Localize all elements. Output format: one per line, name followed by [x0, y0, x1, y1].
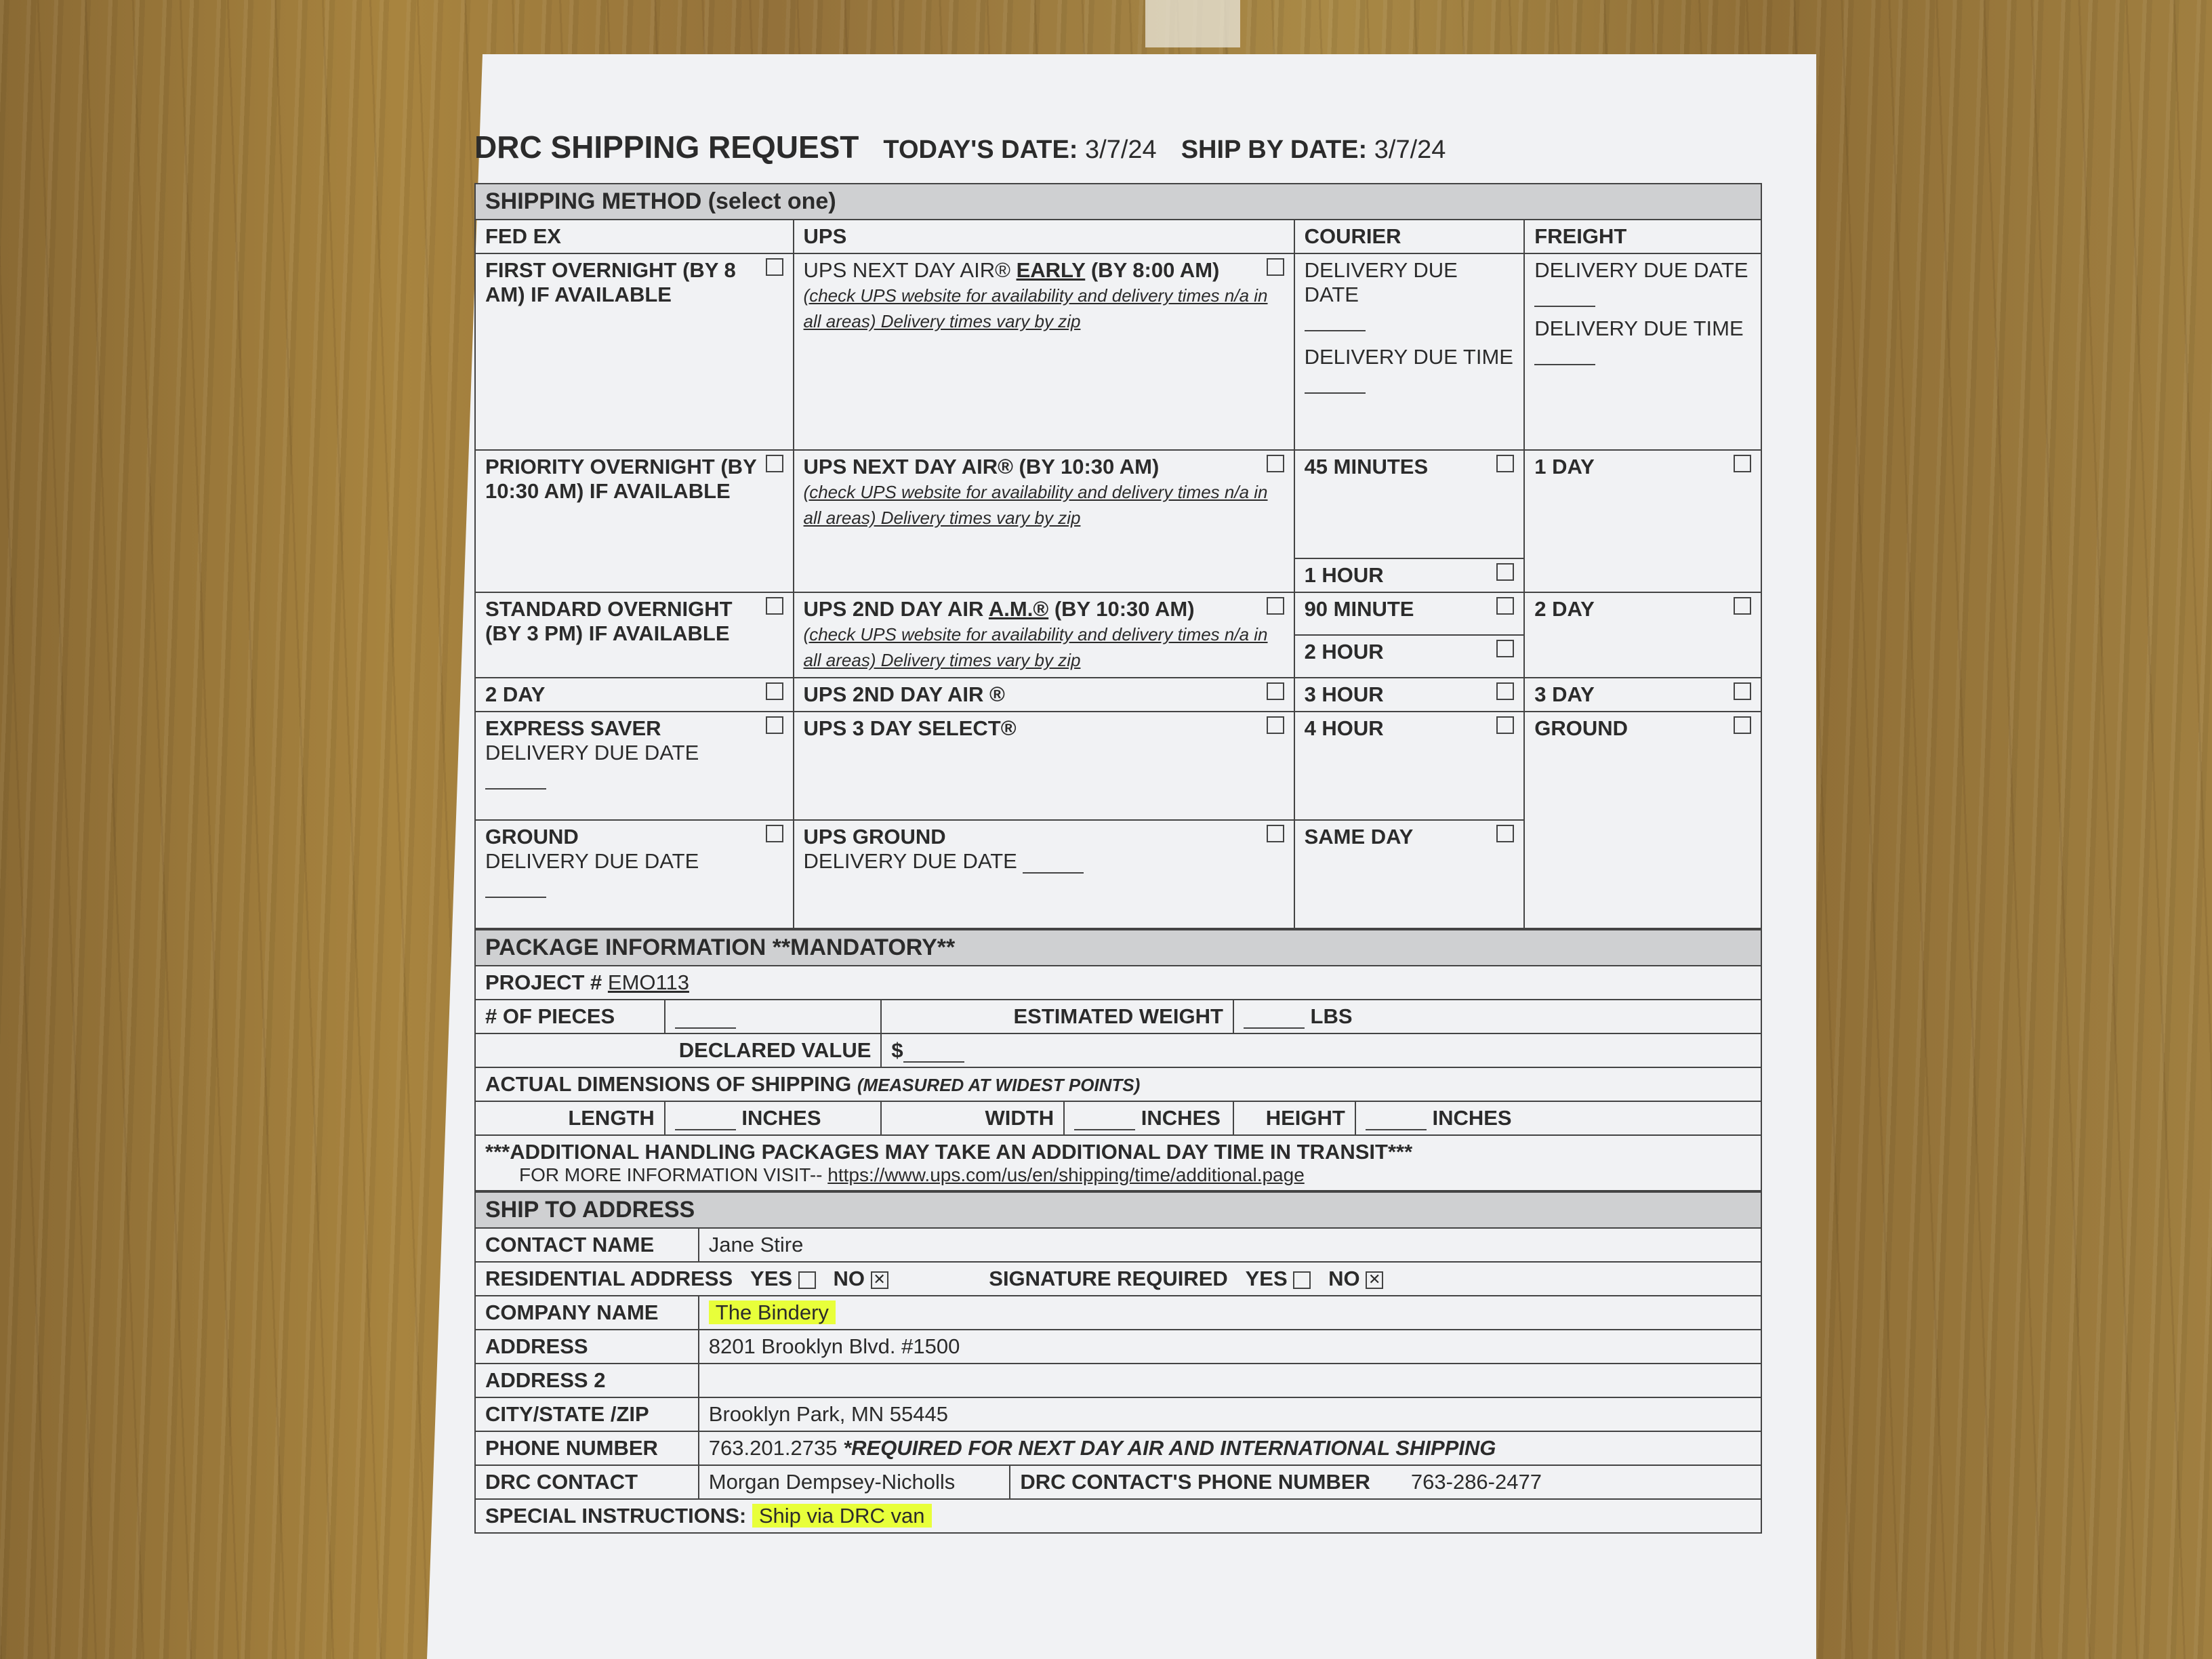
blank-line[interactable] — [1305, 375, 1366, 394]
fedex-standard-overnight: STANDARD OVERNIGHT (BY 3 PM) IF AVAILABLE — [475, 592, 794, 678]
blank-line[interactable] — [675, 1010, 736, 1029]
width-value: INCHES — [1064, 1101, 1233, 1135]
signature-yes-checkbox[interactable] — [1293, 1271, 1311, 1289]
special-instructions-row: SPECIAL INSTRUCTIONS: Ship via DRC van — [475, 1499, 1761, 1533]
checkbox[interactable] — [1267, 455, 1284, 472]
checkbox[interactable] — [1734, 682, 1751, 700]
height-value: INCHES — [1355, 1101, 1761, 1135]
ups-3-day-select: UPS 3 DAY SELECT® — [794, 712, 1294, 820]
width-label: WIDTH — [881, 1101, 1064, 1135]
checkbox[interactable] — [1267, 682, 1284, 700]
checkbox[interactable] — [1496, 682, 1514, 700]
todays-date-label: TODAY'S DATE: — [883, 136, 1078, 164]
freight-due: DELIVERY DUE DATE DELIVERY DUE TIME — [1524, 253, 1761, 450]
shipping-method-table — [474, 183, 1762, 929]
signature-no-checkbox[interactable]: ✕ — [1366, 1271, 1383, 1289]
residential-yes-checkbox[interactable] — [798, 1271, 816, 1289]
courier-2-hour: 2 HOUR — [1294, 635, 1525, 678]
checkbox[interactable] — [766, 597, 783, 615]
company-label: COMPANY NAME — [475, 1296, 699, 1330]
form-title: DRC SHIPPING REQUEST — [474, 129, 859, 165]
header-ups: UPS — [794, 220, 1294, 253]
courier-4-hour: 4 HOUR — [1294, 712, 1525, 820]
courier-3-hour: 3 HOUR — [1294, 678, 1525, 712]
weight-value: LBS — [1233, 1000, 1761, 1033]
residential-no-checkbox[interactable]: ✕ — [871, 1271, 888, 1289]
blank-line[interactable] — [1534, 346, 1595, 365]
checkbox[interactable] — [1496, 563, 1514, 581]
drc-phone-label: DRC CONTACT'S PHONE NUMBER — [1020, 1470, 1370, 1494]
header-courier: COURIER — [1294, 220, 1525, 253]
blank-line[interactable] — [485, 771, 546, 790]
contact-label: CONTACT NAME — [475, 1228, 699, 1262]
checkbox[interactable] — [766, 682, 783, 700]
blank-line[interactable] — [485, 879, 546, 898]
header-fedex: FED EX — [475, 220, 794, 253]
ups-2nd-day-am: UPS 2ND DAY AIR A.M.® (BY 10:30 AM) (check UPS website for availability and delivery times n/a in all areas) Delivery times vary by zip — [794, 592, 1294, 678]
drc-phone-value[interactable]: 763-286-2477 — [1410, 1470, 1542, 1494]
phone-label: PHONE NUMBER — [475, 1431, 699, 1465]
checkbox[interactable] — [1734, 597, 1751, 615]
blank-line[interactable] — [903, 1044, 964, 1063]
form-header — [474, 129, 1762, 183]
courier-90-minute: 90 MINUTE — [1294, 592, 1525, 635]
city-value[interactable]: Brooklyn Park, MN 55445 — [699, 1397, 1761, 1431]
checkbox[interactable] — [1496, 716, 1514, 734]
ship-by-date[interactable]: 3/7/24 — [1374, 136, 1446, 164]
blank-line[interactable] — [1305, 312, 1366, 331]
checkbox[interactable] — [766, 716, 783, 734]
company-name[interactable]: The Bindery — [709, 1300, 836, 1324]
checkbox[interactable] — [1267, 716, 1284, 734]
special-instructions[interactable]: Ship via DRC van — [752, 1504, 932, 1528]
shipping-form — [474, 129, 1762, 1534]
residential-row: RESIDENTIAL ADDRESS YES NO ✕ SIGNATURE REQUIRED YES NO ✕ — [475, 1262, 1761, 1296]
declared-value: $ — [881, 1033, 1761, 1067]
ship-by-label: SHIP BY DATE: — [1181, 136, 1368, 164]
blank-line[interactable] — [1023, 855, 1084, 874]
ups-next-day-air: UPS NEXT DAY AIR® (BY 10:30 AM) (check UPS website for availability and delivery times n/a in all areas) Delivery times vary by zip — [794, 450, 1294, 592]
fedex-2-day: 2 DAY — [475, 678, 794, 712]
blank-line[interactable] — [1534, 288, 1595, 307]
fedex-first-overnight: FIRST OVERNIGHT (BY 8 AM) IF AVAILABLE — [475, 253, 794, 450]
weight-label: ESTIMATED WEIGHT — [881, 1000, 1233, 1033]
pieces-value — [665, 1000, 882, 1033]
ship-to-heading: SHIP TO ADDRESS — [475, 1192, 1761, 1228]
blank-line[interactable] — [675, 1111, 736, 1130]
checkbox[interactable] — [1496, 597, 1514, 615]
checkbox[interactable] — [1734, 716, 1751, 734]
header-freight: FREIGHT — [1524, 220, 1761, 253]
length-label: LENGTH — [475, 1101, 665, 1135]
blank-line[interactable] — [1244, 1010, 1305, 1029]
courier-45-min: 45 MINUTES — [1294, 450, 1525, 558]
checkbox[interactable] — [766, 825, 783, 842]
todays-date[interactable]: 3/7/24 — [1085, 136, 1157, 164]
ups-2nd-day-air: UPS 2ND DAY AIR ® — [794, 678, 1294, 712]
project-number[interactable]: EMO113 — [607, 970, 689, 994]
package-info-heading: PACKAGE INFORMATION **MANDATORY** — [475, 930, 1761, 966]
address-label: ADDRESS — [475, 1330, 699, 1364]
checkbox[interactable] — [766, 258, 783, 276]
package-info-table — [474, 929, 1762, 1191]
blank-line[interactable] — [1366, 1111, 1427, 1130]
courier-due: DELIVERY DUE DATE DELIVERY DUE TIME — [1294, 253, 1525, 450]
freight-2-day: 2 DAY — [1524, 592, 1761, 678]
dims-heading: ACTUAL DIMENSIONS OF SHIPPING (MEASURED AT WIDEST POINTS) — [475, 1067, 1761, 1101]
checkbox[interactable] — [1267, 825, 1284, 842]
phone-value[interactable]: 763.201.2735 — [708, 1436, 838, 1460]
pieces-label: # OF PIECES — [475, 1000, 665, 1033]
checkbox[interactable] — [1267, 258, 1284, 276]
shipping-method-heading: SHIPPING METHOD (select one) — [475, 184, 1761, 220]
tape-strip — [1145, 0, 1240, 47]
fedex-priority-overnight: PRIORITY OVERNIGHT (BY 10:30 AM) IF AVAILABLE — [475, 450, 794, 592]
declared-label: DECLARED VALUE — [475, 1033, 881, 1067]
project-row: PROJECT # EMO113 — [475, 966, 1761, 1000]
ups-note: (check UPS website for availability and delivery times n/a in all areas) Delivery times vary by zip — [803, 285, 1268, 331]
checkbox[interactable] — [1496, 455, 1514, 472]
fedex-express-saver: EXPRESS SAVER DELIVERY DUE DATE — [475, 712, 794, 820]
checkbox[interactable] — [766, 455, 783, 472]
handling-note: ***ADDITIONAL HANDLING PACKAGES MAY TAKE AN ADDITIONAL DAY TIME IN TRANSIT*** — [485, 1140, 1413, 1164]
drc-contact-value[interactable]: Morgan Dempsey-Nicholls — [699, 1465, 1010, 1499]
courier-same-day: SAME DAY — [1294, 820, 1525, 928]
courier-1-hour: 1 HOUR — [1294, 558, 1525, 592]
freight-1-day: 1 DAY — [1524, 450, 1761, 592]
address2-value[interactable] — [699, 1364, 1761, 1397]
length-value: INCHES — [665, 1101, 882, 1135]
freight-ground: GROUND — [1524, 712, 1761, 928]
blank-line[interactable] — [1074, 1111, 1135, 1130]
checkbox[interactable] — [1496, 640, 1514, 657]
ups-ground: UPS GROUND DELIVERY DUE DATE — [794, 820, 1294, 928]
fedex-ground: GROUND DELIVERY DUE DATE — [475, 820, 794, 928]
handling-note-cell: ***ADDITIONAL HANDLING PACKAGES MAY TAKE AN ADDITIONAL DAY TIME IN TRANSIT*** FOR MORE INFORMATION VISIT-- https://www.ups.com/us/en/shipping/time/additional.page — [475, 1135, 1761, 1191]
city-label: CITY/STATE /ZIP — [475, 1397, 699, 1431]
contact-name[interactable]: Jane Stire — [699, 1228, 1761, 1262]
address2-label: ADDRESS 2 — [475, 1364, 699, 1397]
address-value[interactable]: 8201 Brooklyn Blvd. #1500 — [699, 1330, 1761, 1364]
phone-note: *REQUIRED FOR NEXT DAY AIR AND INTERNATIONAL SHIPPING — [843, 1436, 1496, 1460]
checkbox[interactable] — [1267, 597, 1284, 615]
drc-contact-label: DRC CONTACT — [475, 1465, 699, 1499]
checkbox[interactable] — [1734, 455, 1751, 472]
freight-3-day: 3 DAY — [1524, 678, 1761, 712]
ups-link[interactable]: https://www.ups.com/us/en/shipping/time/additional.page — [827, 1164, 1305, 1185]
height-label: HEIGHT — [1233, 1101, 1355, 1135]
ship-to-table — [474, 1191, 1762, 1534]
checkbox[interactable] — [1496, 825, 1514, 842]
ups-next-day-early: UPS NEXT DAY AIR® EARLY (BY 8:00 AM) (check UPS website for availability and delivery times n/a in all areas) Delivery times vary by zip — [794, 253, 1294, 450]
